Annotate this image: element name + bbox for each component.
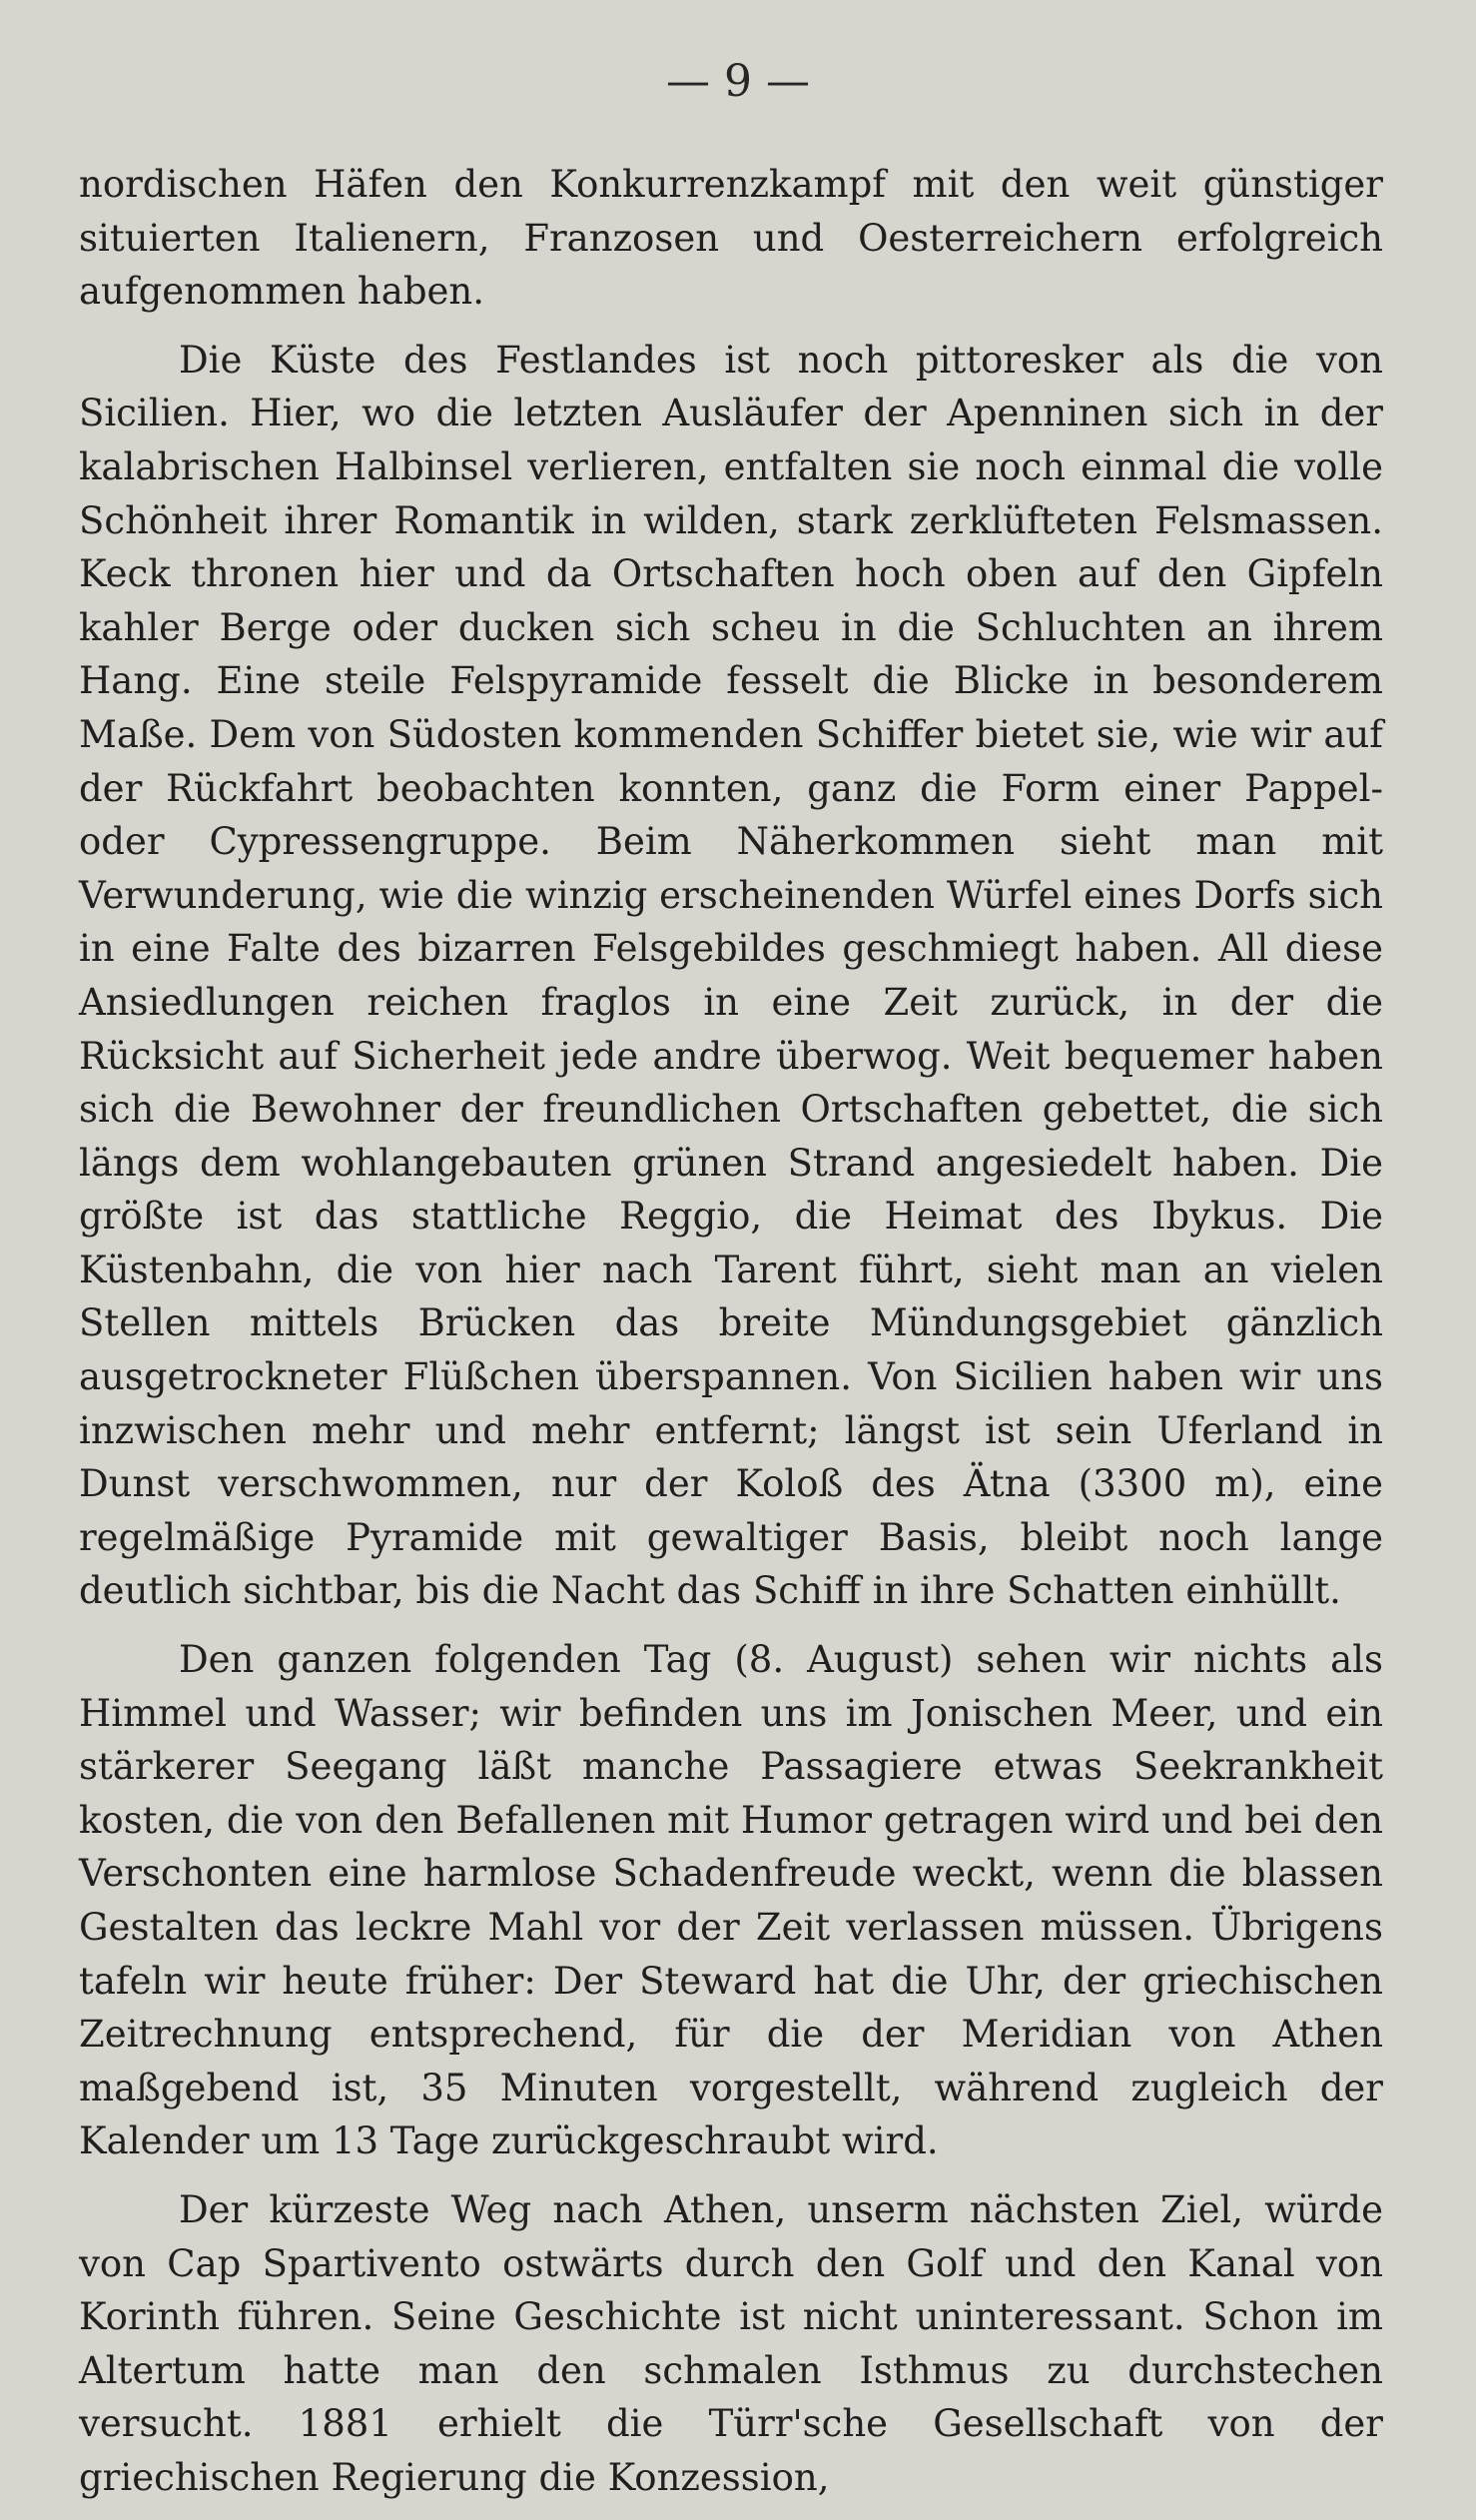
body-text bbox=[79, 158, 1383, 2520]
paragraph-4: Der kürzeste Weg nach Athen, unserm nächsten Ziel, würde von Cap Spartivento ostwärts durch den Golf und den Kanal von Korinth führen. Seine Geschichte ist nicht uninteressant. Schon im Altertum hatte man den schmalen Isthmus zu durchstechen versucht. 1881 erhielt die Türr'sche Gesellschaft von der griechischen Regierung die Konzession, bbox=[79, 2187, 1383, 2499]
paragraph-1: nordischen Häfen den Konkurrenzkampf mit den weit günstiger situierten Italienern, Franzosen und Oesterreichern erfolgreich aufgenommen haben. bbox=[79, 163, 1383, 314]
page-number: — 9 — bbox=[666, 56, 810, 107]
paragraph-3: Den ganzen folgenden Tag (8. August) sehen wir nichts als Himmel und Wasser; wir befinden uns im Jonischen Meer, und ein stärkerer Seegang läßt manche Passagiere etwas Seekrankheit kosten, die von den Befallenen mit Humor getragen wird und bei den Verschonten eine harmlose Schadenfreude weckt, wenn die blassen Gestalten das leckre Mahl vor der Zeit verlassen müssen. Übrigens tafeln wir heute früher: Der Steward hat die Uhr, der griechischen Zeitrechnung entsprechend, für die der Meridian von Athen maßgebend ist, 35 Minuten vorgestellt, während zugleich der Kalender um 13 Tage zurückgeschraubt wird. bbox=[79, 1638, 1383, 2163]
paragraph-2: Die Küste des Festlandes ist noch pittoresker als die von Sicilien. Hier, wo die letzten Ausläufer der Apenninen sich in der kalabrischen Halbinsel verlieren, entfalten sie noch einmal die volle Schönheit ihrer Romantik in wilden, stark zerklüfteten Felsmassen. Keck thronen hier und da Ortschaften hoch oben auf den Gipfeln kahler Berge oder ducken sich scheu in die Schluchten an ihrem Hang. Eine steile Felspyramide fesselt die Blicke in besonderem Maße. Dem von Südosten kommenden Schiffer bietet sie, wie wir auf der Rückfahrt beobachten konnten, ganz die Form einer Pappel- oder Cypressengruppe. Beim Näherkommen sieht man mit Verwunderung, wie die winzig erscheinenden Würfel eines Dorfs sich in eine Falte des bizarren Felsgebildes geschmiegt haben. All diese Ansiedlungen reichen fraglos in eine Zeit zurück, in der die Rücksicht auf Sicherheit jede andre überwog. Weit bequemer haben sich die Bewohner der freundlichen Ortschaften gebettet, die sich längs dem wohlangebauten grünen Strand angesiedelt haben. Die größte ist das stattliche Reggio, die Heimat des Ibykus. Die Küstenbahn, die von hier nach Tarent führt, sieht man an vielen Stellen mittels Brücken das breite Mündungsgebiet gänzlich ausgetrockneter Flüßchen überspannen. Von Sicilien haben wir uns inzwischen mehr und mehr entfernt; längst ist sein Uferland in Dunst verschwommen, nur der Koloß des Ätna (3300 m), eine regelmäßige Pyramide mit gewaltiger Basis, bleibt noch lange deutlich sichtbar, bis die Nacht das Schiff in ihre Schatten einhüllt. bbox=[79, 338, 1383, 1613]
